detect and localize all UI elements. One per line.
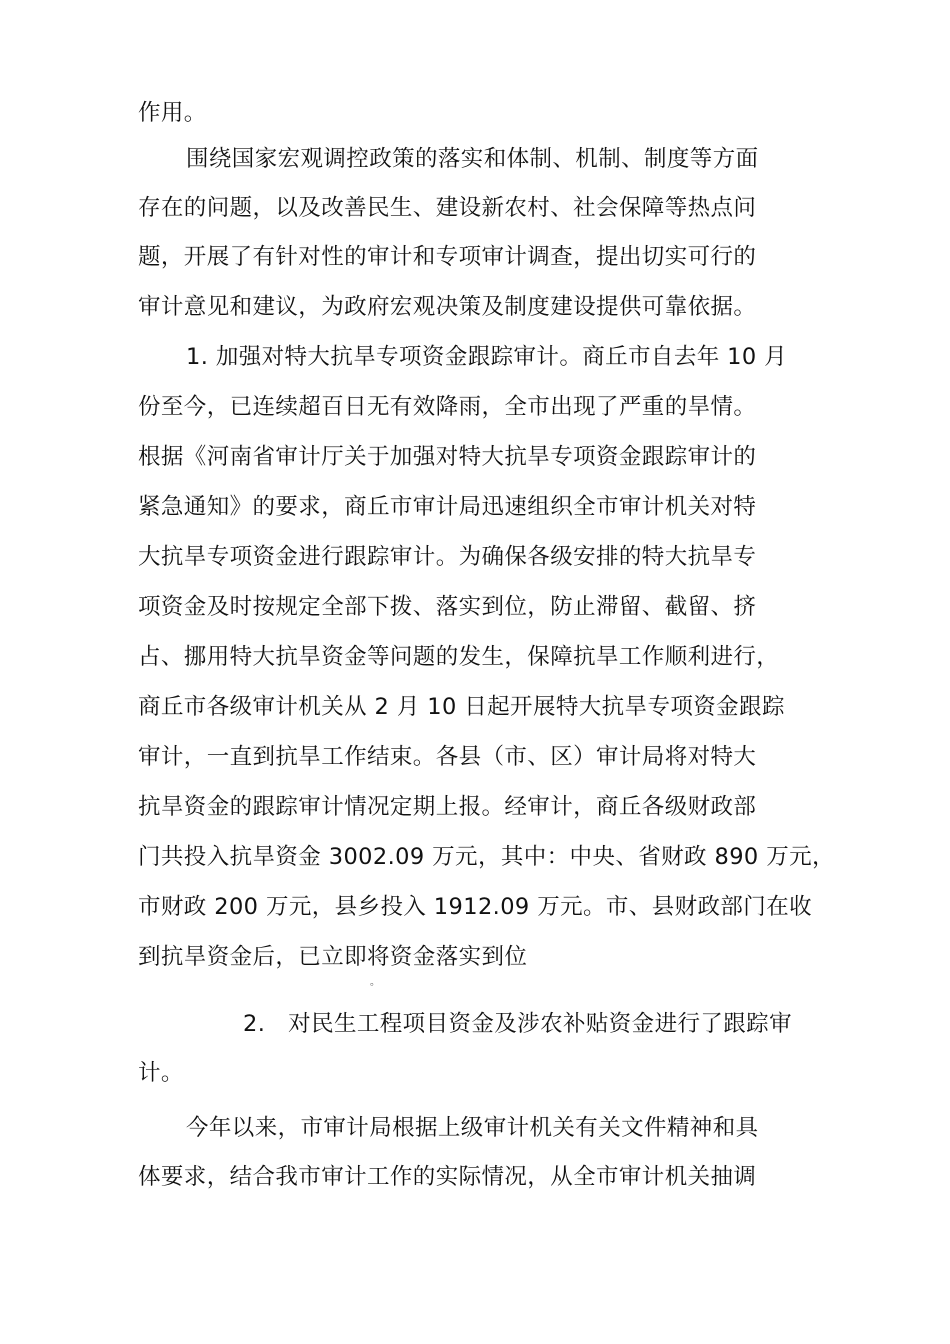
paragraph-1-line-3: 题，开展了有针对性的审计和专项审计调查，提出切实可行的 xyxy=(138,244,757,270)
paragraph-1-line-4: 审计意见和建议，为政府宏观决策及制度建设提供可靠依据。 xyxy=(138,294,757,320)
paragraph-2-line-5: 大抗旱专项资金进行跟踪审计。为确保各级安排的特大抗旱专 xyxy=(138,544,757,570)
paragraph-2-line-7: 占、挪用特大抗旱资金等问题的发生，保障抗旱工作顺利进行， xyxy=(138,644,780,670)
paragraph-4-line-1: 今年以来，市审计局根据上级审计机关有关文件精神和具 xyxy=(186,1115,759,1141)
paragraph-3-line-2: 计。 xyxy=(138,1060,184,1086)
paragraph-2-line-4: 紧急通知》的要求，商丘市审计局迅速组织全市审计机关对特 xyxy=(138,494,757,520)
paragraph-2-line-11: 门共投入抗旱资金 3002.09 万元，其中：中央、省财政 890 万元， xyxy=(138,844,835,870)
paragraph-2-line-10: 抗旱资金的跟踪审计情况定期上报。经审计，商丘各级财政部 xyxy=(138,794,757,820)
paragraph-2-line-12: 市财政 200 万元，县乡投入 1912.09 万元。市、县财政部门在收 xyxy=(138,894,812,920)
paragraph-2-line-3: 根据《河南省审计厅关于加强对特大抗旱专项资金跟踪审计的 xyxy=(138,444,757,470)
paragraph-4-line-2: 体要求，结合我市审计工作的实际情况，从全市审计机关抽调 xyxy=(138,1164,757,1190)
stray-period-mark: 。 xyxy=(370,977,380,988)
paragraph-2-line-8: 商丘市各级审计机关从 2 月 10 日起开展特大抗旱专项资金跟踪 xyxy=(138,694,785,720)
paragraph-2-line-6: 项资金及时按规定全部下拨、落实到位，防止滞留、截留、挤 xyxy=(138,594,757,620)
paragraph-2-line-13: 到抗旱资金后，已立即将资金落实到位 xyxy=(138,944,528,970)
paragraph-3-line-1: 2. 对民生工程项目资金及涉农补贴资金进行了跟踪审 xyxy=(243,1011,792,1037)
paragraph-2-line-2: 份至今，已连续超百日无有效降雨，全市出现了严重的旱情。 xyxy=(138,394,757,420)
paragraph-1-line-2: 存在的问题，以及改善民生、建设新农村、社会保障等热点问 xyxy=(138,195,757,221)
paragraph-2-line-9: 审计，一直到抗旱工作结束。各县（市、区）审计局将对特大 xyxy=(138,744,757,770)
text-line-1: 作用。 xyxy=(138,100,207,126)
paragraph-2-line-1: 1. 加强对特大抗旱专项资金跟踪审计。商丘市自去年 10 月 xyxy=(186,344,788,370)
paragraph-1-line-1: 围绕国家宏观调控政策的落实和体制、机制、制度等方面 xyxy=(186,146,759,172)
